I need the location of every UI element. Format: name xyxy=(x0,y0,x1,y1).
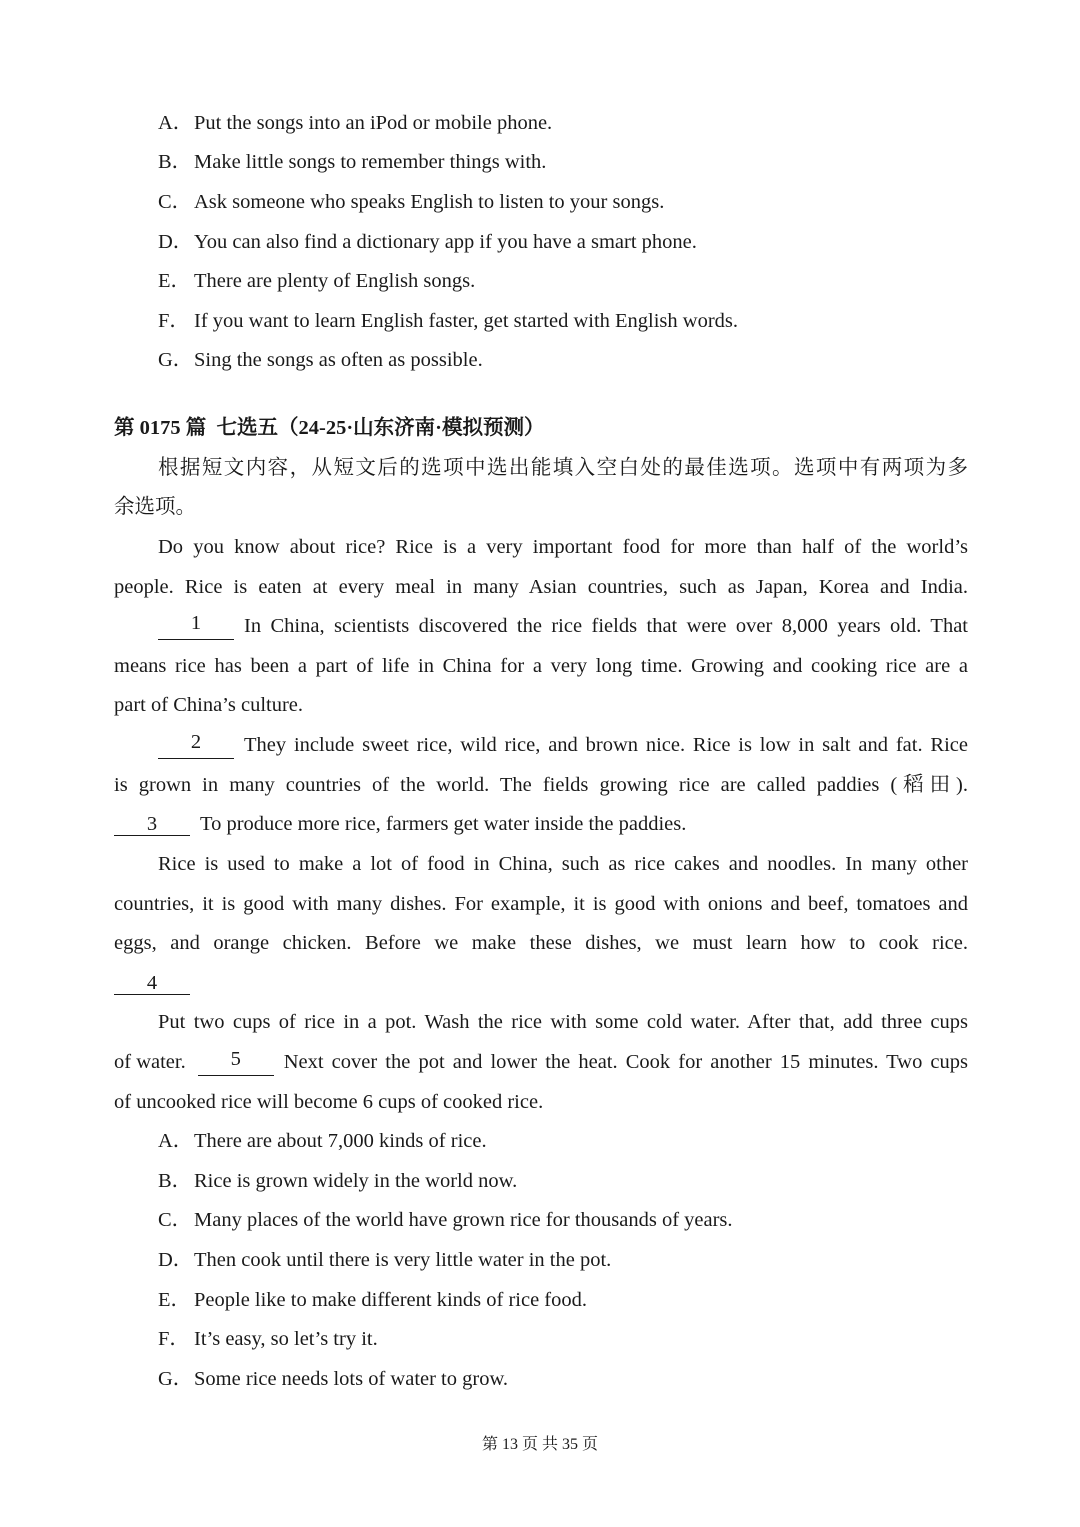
option-text: Sing the songs as often as possible. xyxy=(194,349,483,371)
option-text: If you want to learn English faster, get started with English words. xyxy=(194,310,739,332)
option-text: There are plenty of English songs. xyxy=(194,270,476,292)
section-type: 七选五 xyxy=(216,417,278,439)
option-text: It’s easy, so let’s try it. xyxy=(194,1328,378,1350)
option-c xyxy=(158,1206,733,1234)
option-text: Make little songs to remember things with. xyxy=(194,151,547,173)
page-footer: 第 13 页 共 35 页 xyxy=(481,1436,598,1453)
option-letter: C． xyxy=(158,1209,193,1231)
option-letter: E． xyxy=(158,1289,192,1311)
option-letter: F． xyxy=(158,1328,190,1350)
section-title xyxy=(114,414,545,442)
option-letter: B． xyxy=(158,1170,193,1192)
passage-p2-line-3: part of China’s culture. xyxy=(114,694,304,716)
instruction-line-1: 根据短文内容，从短文后的选项中选出能填入空白处的最佳选项。选项中有两项为多 xyxy=(158,457,968,479)
option-text: There are about 7,000 kinds of rice. xyxy=(194,1130,487,1152)
blank-5: 5 xyxy=(198,1048,274,1076)
option-text: Ask someone who speaks English to listen to your songs. xyxy=(194,191,665,213)
passage-p3-line-3 xyxy=(114,810,968,838)
option-f xyxy=(158,1325,378,1353)
option-text: Some rice needs lots of water to grow. xyxy=(194,1368,509,1390)
passage-text: Next cover the pot and lower the heat. Cook for another 15 minutes. Two cups xyxy=(283,1051,968,1073)
passage-text: To produce more rice, farmers get water inside the paddies. xyxy=(200,813,687,835)
passage-p4-line-3: eggs, and orange chicken. Before we make these dishes, we must learn how to cook rice. xyxy=(114,932,968,954)
option-letter: F． xyxy=(158,310,190,332)
option-b xyxy=(158,1167,517,1195)
option-letter: D． xyxy=(158,1249,194,1271)
option-letter: A． xyxy=(158,1130,194,1152)
option-letter: B． xyxy=(158,151,193,173)
prev-option-c xyxy=(158,188,664,216)
blank-2: 2 xyxy=(158,731,234,759)
passage-p5-line-3: of uncooked rice will become 6 cups of cooked rice. xyxy=(114,1091,544,1113)
passage-text: of water. xyxy=(114,1051,186,1073)
option-d xyxy=(158,1246,611,1274)
option-text: Many places of the world have grown rice for thousands of years. xyxy=(194,1209,733,1231)
prev-option-e xyxy=(158,267,475,295)
option-text: Put the songs into an iPod or mobile phone. xyxy=(194,112,553,134)
passage-p1-line-2: people. Rice is eaten at every meal in many Asian countries, such as Japan, Korea and India. xyxy=(114,576,968,598)
option-letter: E． xyxy=(158,270,192,292)
passage-text: They include sweet rice, wild rice, and brown nice. Rice is low in salt and fat. Rice xyxy=(244,734,968,756)
blank-4: 4 xyxy=(114,972,190,995)
prev-option-f xyxy=(158,307,738,335)
passage-text: In China, scientists discovered the rice fields that were over 8,000 years old. That xyxy=(244,615,968,637)
option-text: Rice is grown widely in the world now. xyxy=(194,1170,518,1192)
option-text: You can also find a dictionary app if you have a smart phone. xyxy=(194,231,697,253)
passage-p4-line-2: countries, it is good with many dishes. For example, it is good with onions and beef, tomatoes and xyxy=(114,893,968,915)
passage-p1-line-1: Do you know about rice? Rice is a very important food for more than half of the world’s xyxy=(158,536,968,558)
passage-p4-line-4 xyxy=(114,969,968,997)
prev-option-d xyxy=(158,228,697,256)
section-source: （24-25·山东济南·模拟预测） xyxy=(278,417,545,439)
option-letter: A． xyxy=(158,112,194,134)
option-letter: D． xyxy=(158,231,194,253)
option-e xyxy=(158,1286,587,1314)
blank-1: 1 xyxy=(158,612,234,640)
option-letter: C． xyxy=(158,191,193,213)
prev-option-g xyxy=(158,346,483,374)
option-text: Then cook until there is very little water in the pot. xyxy=(194,1249,612,1271)
option-letter: G． xyxy=(158,349,194,371)
passage-p3-line-2: is grown in many countries of the world. The fields growing rice are called paddies (稻田). xyxy=(114,774,968,796)
section-number: 第 0175 篇 xyxy=(114,417,207,439)
option-text: People like to make different kinds of rice food. xyxy=(194,1289,587,1311)
passage-p4-line-1: Rice is used to make a lot of food in China, such as rice cakes and noodles. In many other xyxy=(158,853,968,875)
passage-p5-line-2 xyxy=(114,1048,968,1076)
passage-p2-line-2: means rice has been a part of life in China for a very long time. Growing and cooking rice are a xyxy=(114,655,968,677)
option-letter: G． xyxy=(158,1368,194,1390)
option-g xyxy=(158,1365,508,1393)
passage-p2-line-1 xyxy=(158,612,968,640)
passage-p5-line-1: Put two cups of rice in a pot. Wash the rice with some cold water. After that, add three cups xyxy=(158,1011,968,1033)
blank-3: 3 xyxy=(114,813,190,836)
option-a xyxy=(158,1127,487,1155)
prev-option-b xyxy=(158,148,546,176)
instruction-line-2: 余选项。 xyxy=(114,496,196,518)
prev-option-a xyxy=(158,109,552,137)
passage-p3-line-1 xyxy=(158,731,968,759)
